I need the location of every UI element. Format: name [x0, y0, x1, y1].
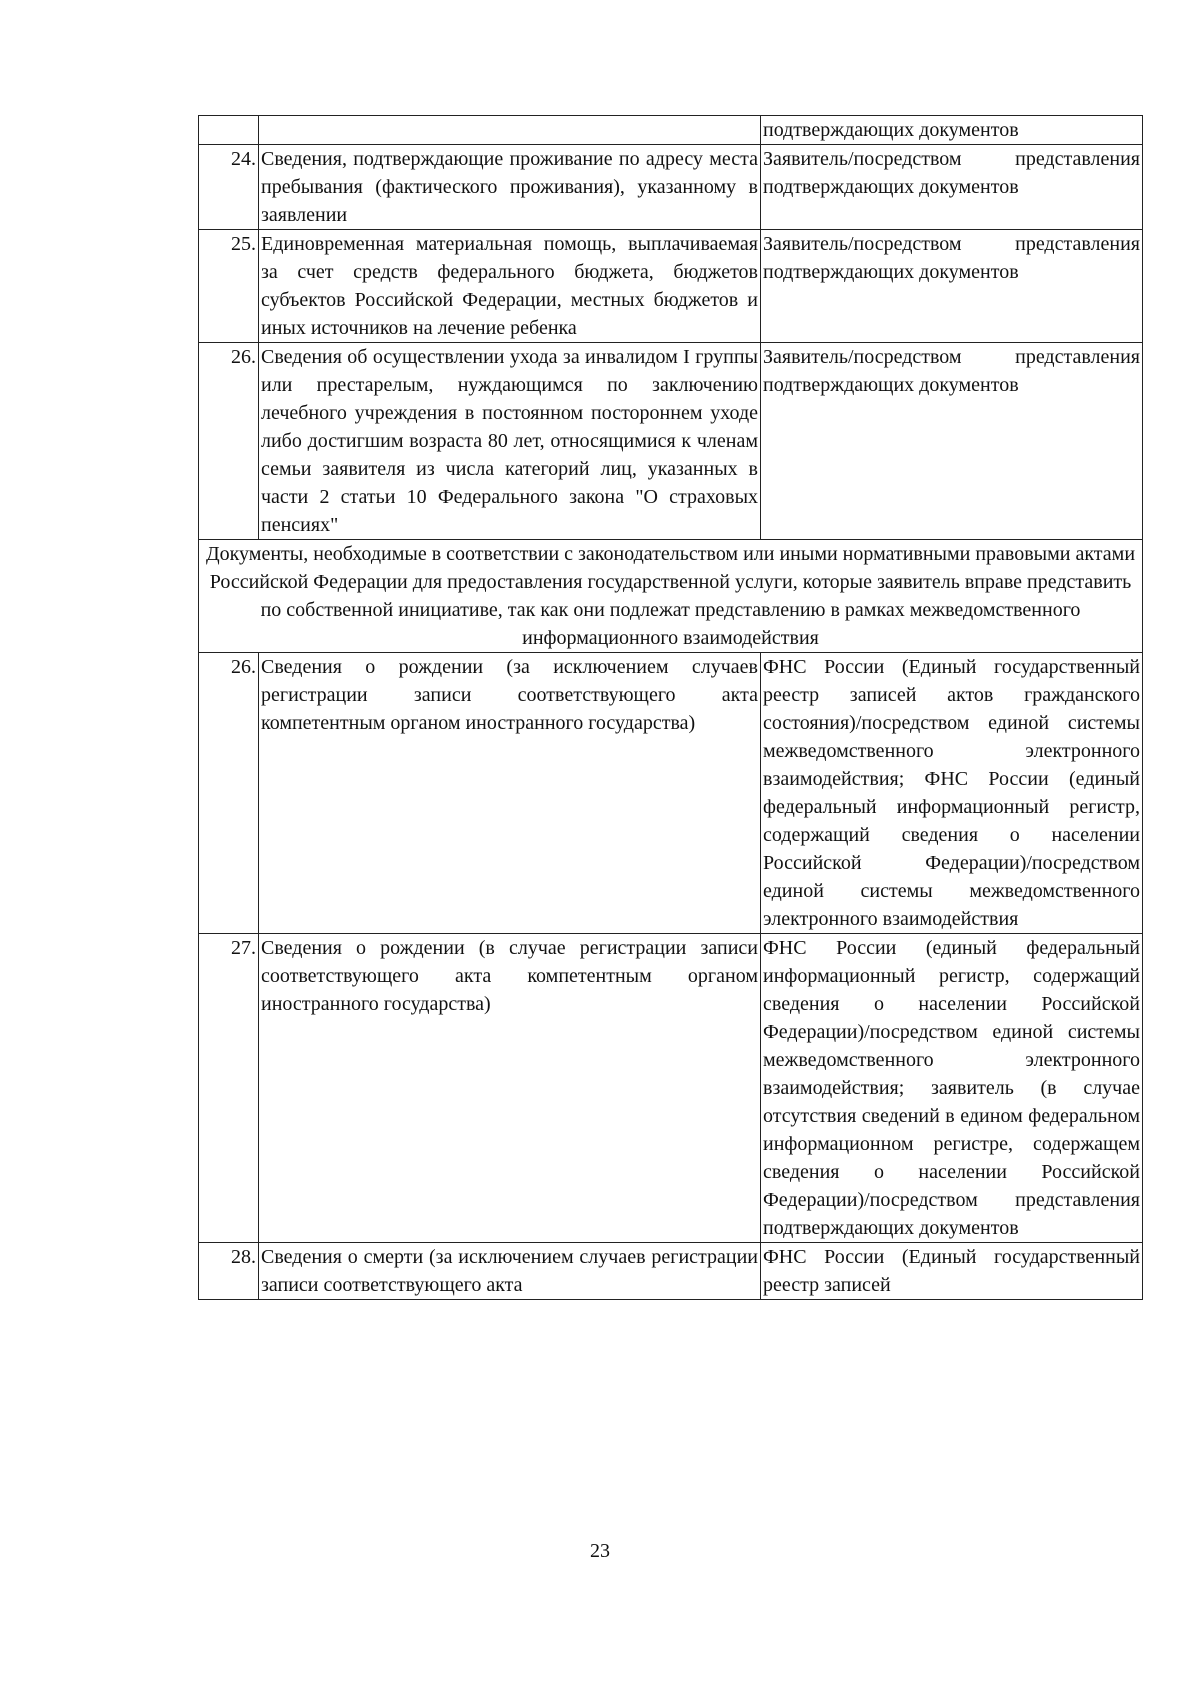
table-row [199, 145, 1143, 230]
table-row [199, 230, 1143, 343]
page-number: 23 [590, 1540, 610, 1562]
row-document-source: Заявитель/посредством представления подтверждающих документов [761, 230, 1143, 343]
table-row [199, 1243, 1143, 1300]
row-document-source: Заявитель/посредством представления подтверждающих документов [761, 145, 1143, 230]
row-document-source: ФНС России (Единый государственный реестр записей актов гражданского состояния)/посредством единой системы межведомственного электронного взаимодействия; ФНС России (единый федеральный информационный регистр, содержащий сведения о населении Российской Федерации)/посредством единой системы межведомственного электронного взаимодействия [761, 653, 1143, 934]
row-document-name: Сведения об осуществлении ухода за инвалидом I группы или престарелым, нуждающимся по заключению лечебного учреждения в постоянном постороннем уходе либо достигшим возраста 80 лет, относящимися к членам семьи заявителя из числа категорий лиц, указанных в части 2 статьи 10 Федерального закона "О страховых пенсиях" [259, 343, 761, 540]
table-row [199, 653, 1143, 934]
row-number: 26. [199, 343, 259, 540]
section-heading: Документы, необходимые в соответствии с законодательством или иными нормативными правовыми актами Российской Федерации для предоставления государственной услуги, которые заявитель вправе представить по собственной инициативе, так как они подлежат представлению в рамках межведомственного информационного взаимодействия [199, 540, 1143, 653]
row-document-source: ФНС России (единый федеральный информационный регистр, содержащий сведения о населении Российской Федерации)/посредством единой системы межведомственного электронного взаимодействия; заявитель (в случае отсутствия сведений в едином федеральном информационном регистре, содержащем сведения о населении Российской Федерации)/посредством представления подтверждающих документов [761, 934, 1143, 1243]
table-row [199, 934, 1143, 1243]
section-heading-row [199, 540, 1143, 653]
row-number: 28. [199, 1243, 259, 1300]
table-row-continued [199, 116, 1143, 145]
row-document-name: Сведения о рождении (в случае регистрации записи соответствующего акта компетентным органом иностранного государства) [259, 934, 761, 1243]
row-document-name: Сведения о смерти (за исключением случаев регистрации записи соответствующего акта [259, 1243, 761, 1300]
row-document-name: Сведения о рождении (за исключением случаев регистрации записи соответствующего акта компетентным органом иностранного государства) [259, 653, 761, 934]
documents-table [198, 115, 1143, 1300]
row-document-source: ФНС России (Единый государственный реестр записей [761, 1243, 1143, 1300]
row-number: 26. [199, 653, 259, 934]
row-document-name [259, 116, 761, 145]
row-number: 25. [199, 230, 259, 343]
row-number [199, 116, 259, 145]
row-document-source: Заявитель/посредством представления подтверждающих документов [761, 343, 1143, 540]
table-row [199, 343, 1143, 540]
row-document-name: Единовременная материальная помощь, выплачиваемая за счет средств федерального бюджета, бюджетов субъектов Российской Федерации, местных бюджетов и иных источников на лечение ребенка [259, 230, 761, 343]
row-document-name: Сведения, подтверждающие проживание по адресу места пребывания (фактического проживания), указанному в заявлении [259, 145, 761, 230]
row-number: 27. [199, 934, 259, 1243]
row-number: 24. [199, 145, 259, 230]
row-document-source: подтверждающих документов [761, 116, 1143, 145]
